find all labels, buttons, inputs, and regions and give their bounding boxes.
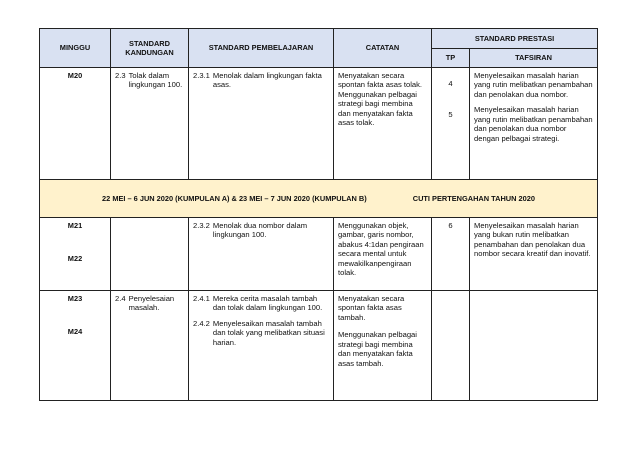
week-label: M22 [67,254,83,264]
standard-kandungan-cell [111,68,189,180]
catatan-text: Menggunakan pelbagai strategi bagi membina dan menyatakan fakta asas tolak. [338,89,417,128]
header-minggu: MINGGU [40,29,111,68]
sk-text: Penyelesaian masalah. [128,294,175,313]
header-tafsiran: TAFSIRAN [470,49,598,68]
tafsiran-cell [470,218,598,291]
tafsiran-cell [470,291,598,401]
tp-cell [432,68,470,180]
tafsiran-text: Menyelesaikan masalah harian yang rutin melibatkan penambahan dan penolakan dua nombor dengan pelbagai strategi. [474,105,593,143]
catatan-cell [334,291,432,401]
header-tp: TP [432,49,470,68]
week-cell [40,68,111,180]
tp-cell [432,218,470,291]
sp-text: Menyelesaikan masalah tambah dan tolak yang melibatkan situasi harian. [212,318,325,347]
tafsiran-text: Menyelesaikan masalah harian yang rutin melibatkan penambahan dan penolakan dua nombor. [474,71,593,99]
catatan-text: Menggunakan objek, gambar, garis nombor, abakus 4:1dan pengiraan secara mental untuk mewakilkanpengiraan tolak. [338,221,424,278]
standard-pembelajaran-cell [189,68,334,180]
sp-number: 2.3.2 [193,221,210,230]
sk-text: Tolak dalam lingkungan 100. [128,71,183,90]
header-standard-prestasi: STANDARD PRESTASI [432,29,598,49]
week-cell [40,218,111,291]
rpt-table [39,28,598,401]
sp-number: 2.4.1 [193,294,210,303]
tafsiran-text: Menyelesaikan masalah harian yang bukan rutin melibatkan penambahan dan penolakan dua nombor secara kreatif dan inovatif. [474,221,591,259]
tafsiran-cell [470,68,598,180]
standard-pembelajaran-cell [189,291,334,401]
catatan-cell [334,218,432,291]
catatan-cell [334,68,432,180]
header-standard-kandungan: STANDARD KANDUNGAN [111,29,189,68]
sp-number: 2.4.2 [193,318,210,328]
catatan-text: Menggunakan pelbagai strategi bagi membina dan menyatakan fakta asas tambah. [338,330,417,368]
tp-cell [432,291,470,401]
catatan-text: Menyatakan secara spontan fakta asas tolak. [338,71,423,90]
tp-value: 4 [448,79,453,88]
holiday-label: CUTI PERTENGAHAN TAHUN 2020 [412,193,535,203]
sp-text: Menolak dalam lingkungan fakta asas. [212,71,322,90]
holiday-banner [40,180,598,218]
standard-pembelajaran-cell [189,218,334,291]
week-cell [40,291,111,401]
holiday-banner-row [40,180,598,218]
sp-number: 2.3.1 [193,71,210,80]
standard-kandungan-cell [111,291,189,401]
holiday-dates: 22 MEI – 6 JUN 2020 (KUMPULAN A) & 23 MEI – 7 JUN 2020 (KUMPULAN B) [102,193,367,203]
catatan-text: Menyatakan secara spontan fakta asas tambah. [338,294,405,322]
week-label: M20 [67,71,83,80]
sk-number: 2.3 [115,71,126,80]
tp-value: 6 [448,221,453,230]
week-label: M21 [67,221,83,230]
table-row [40,218,598,291]
table-row [40,68,598,180]
header-catatan: CATATAN [334,29,432,68]
tp-value: 5 [448,110,453,120]
sp-text: Mereka cerita masalah tambah dan tolak dalam lingkungan 100. [212,294,323,313]
week-label: M24 [67,327,83,337]
standard-kandungan-cell [111,218,189,291]
sp-text: Menolak dua nombor dalam lingkungan 100. [212,221,308,240]
table-row [40,291,598,401]
header-standard-pembelajaran: STANDARD PEMBELAJARAN [189,29,334,68]
week-label: M23 [67,294,83,303]
sk-number: 2.4 [115,294,126,303]
